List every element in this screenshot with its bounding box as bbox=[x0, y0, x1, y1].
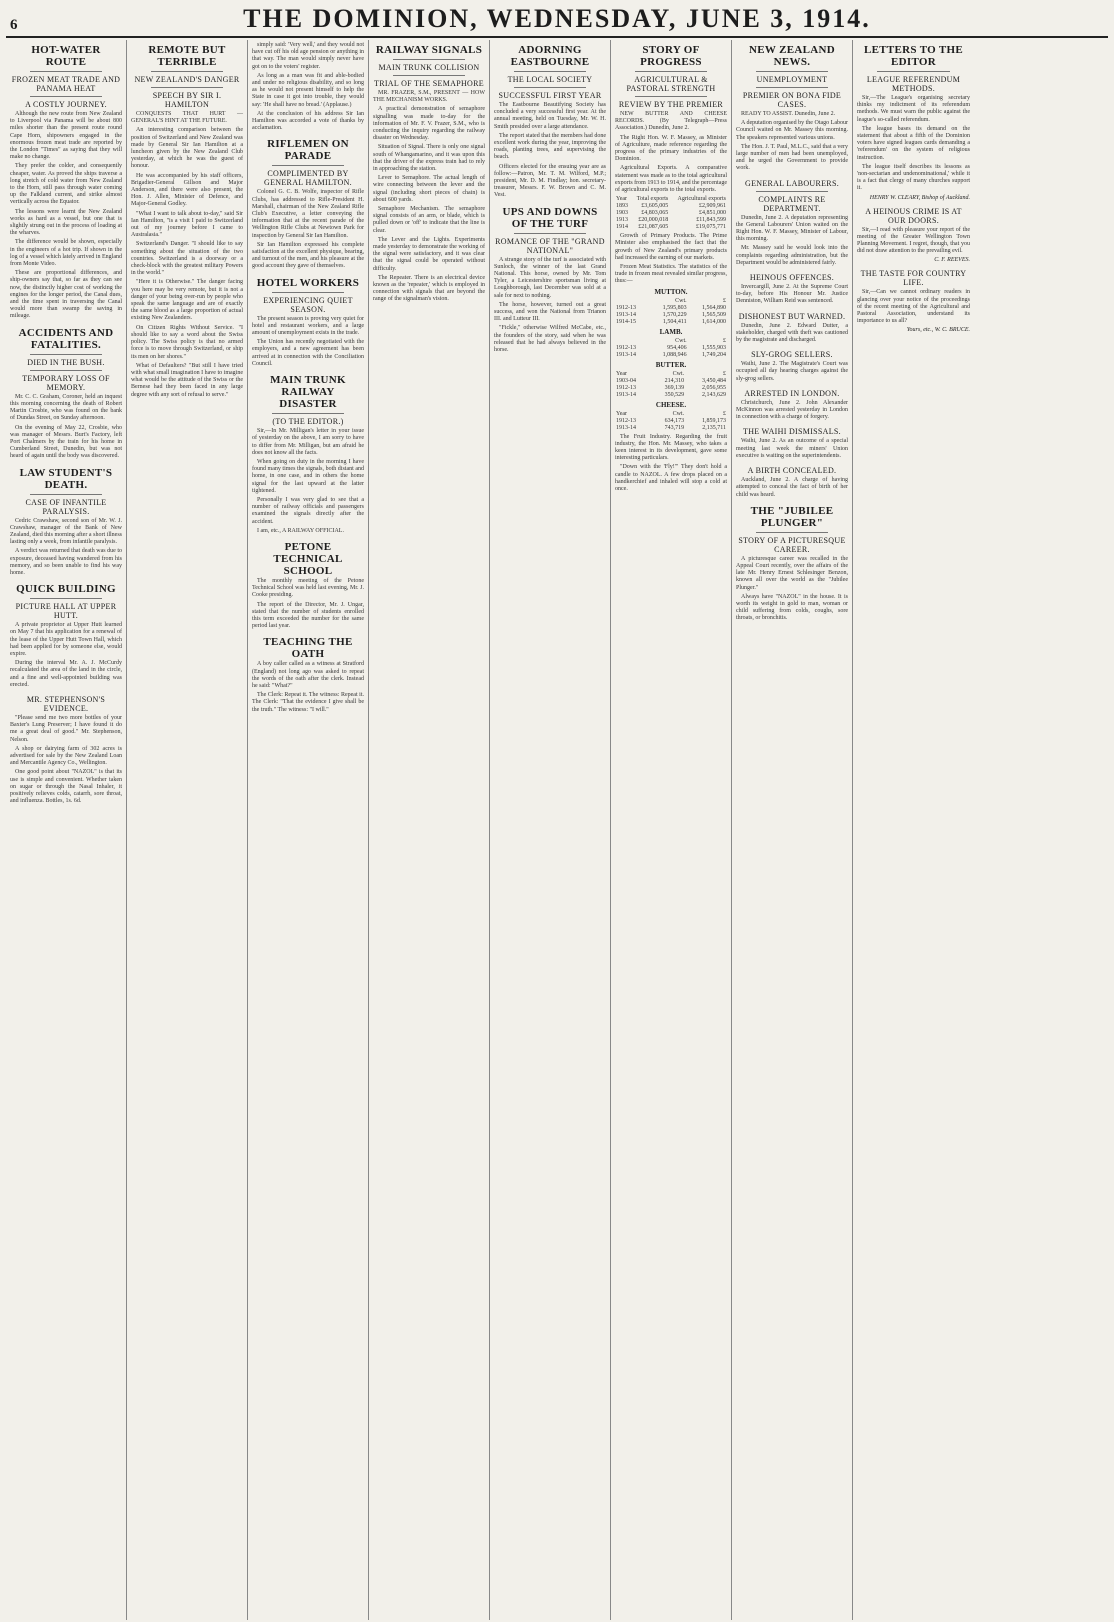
paragraph: "What I want to talk about to-day," said Sir Ian Hamilton, "is a visit I paid to Switzerland out of my journey before I came to Australasia." bbox=[131, 210, 243, 239]
article-subheadline: UNEMPLOYMENT bbox=[756, 75, 828, 84]
article-body bbox=[10, 111, 122, 321]
table-title: CHEESE. bbox=[655, 400, 687, 409]
page-number: 6 bbox=[10, 17, 18, 33]
paragraph: He was accompanied by his staff officers, Brigadier-General Gillson and Major Anderson, and there were also present, the Hon. J. Allen, Minister of Defence, and Major-General Godley. bbox=[131, 172, 243, 208]
paragraph: The Eastbourne Beautifying Society has concluded a very successful first year. At the annual meeting, held on Tuesday, Mr. W. H. Smith presided over a large attendance. bbox=[494, 102, 606, 130]
paragraph: During the interval Mr. A. J. McCurdy recalculated the area of the land in the circle, and a fine and well-appointed building was erected. bbox=[10, 660, 122, 688]
divider bbox=[393, 75, 465, 76]
paragraph: Growth of Primary Products. The Prime Minister also emphasised the fact that the growth of New Zealand's primary products had increased the earning of our markets. bbox=[615, 233, 727, 261]
table-cell: £21,087,605 bbox=[638, 224, 669, 231]
paragraph: I am, etc., A RAILWAY OFFICIAL. bbox=[257, 527, 344, 534]
table-row bbox=[615, 312, 727, 319]
article bbox=[736, 350, 848, 383]
divider bbox=[30, 96, 102, 97]
article-body bbox=[736, 361, 848, 383]
paragraph: The league bases its demand on the statement that about a fifth of the Dominion voters have signed leagues cards demanding a 'referendum' on the system of religious instruction. bbox=[857, 125, 970, 161]
paragraph: The lessons were learnt the New Zealand works as hard as a vessel, but one that is slightly strung out in the process of loading at the wharves. bbox=[10, 208, 122, 237]
paragraph: The Lever and the Lights. Experiments made yesterday to demonstrate the working of the signal were satisfactory, and it was clear that the signal could be operated without difficulty. bbox=[373, 236, 485, 272]
table-header-cell: £ bbox=[723, 410, 726, 417]
article-body bbox=[131, 111, 243, 399]
table-title: BUTTER. bbox=[655, 360, 687, 369]
divider bbox=[514, 71, 586, 72]
paragraph: A picturesque career was recalled in the Appeal Court recently, over the affairs of the late Mr. Henry Ernest Schlesinger Benzon, known all over the world as the "Jubilee Plunger." bbox=[736, 555, 848, 591]
article bbox=[736, 505, 848, 623]
table-row bbox=[615, 203, 727, 210]
article-subheadline: TRIAL OF THE SEMAPHORE bbox=[374, 79, 484, 88]
article bbox=[736, 273, 848, 306]
table-row bbox=[615, 224, 727, 231]
article-subheadline: MR. STEPHENSON'S EVIDENCE. bbox=[26, 694, 106, 713]
paragraph: Situation of Signal. There is only one signal south of Whangamarino, and it was upon this that the driver of the express train had to rely in approaching the station. bbox=[373, 144, 485, 173]
article-subheadline: ROMANCE OF THE "GRAND NATIONAL" bbox=[495, 236, 605, 255]
table-header-cell: Year bbox=[616, 410, 628, 417]
paragraph: These are proportional differences, and ship-owners say that, so far as they can see now, the distinctly higher cost of working the engines for the longer period, the Canal dues, and the time spent in traversing the Canal would more than swamp the saving in mileage. bbox=[10, 270, 122, 320]
article-body bbox=[736, 556, 848, 623]
article-headline: STORY OF PROGRESS bbox=[640, 44, 702, 68]
article-headline: REMOTE BUT TERRIBLE bbox=[148, 44, 226, 68]
table-header-cell: Total exports bbox=[636, 196, 669, 203]
article-subheadline: DIED IN THE BUSH. bbox=[27, 357, 105, 367]
divider bbox=[635, 71, 707, 72]
article-subheadline: SUCCESSFUL FIRST YEAR bbox=[498, 91, 602, 100]
table-header-cell bbox=[615, 298, 648, 305]
paragraph: Auckland, June 2. A charge of having attempted to conceal the fact of birth of her child was heard. bbox=[736, 477, 848, 498]
table-cell: 2,135,711 bbox=[702, 424, 726, 431]
article-body bbox=[252, 428, 364, 535]
divider bbox=[151, 71, 223, 72]
article-subheadline: DISHONEST BUT WARNED. bbox=[738, 311, 846, 321]
table-cell: 1,564,890 bbox=[702, 304, 726, 311]
paragraph: Sir,—In Mr. Milligan's letter in your issue of yesterday on the above, I am sorry to have to differ from Mr. Milligan, but am afraid he does not know all the facts. bbox=[252, 428, 364, 456]
table-row bbox=[615, 345, 727, 352]
article-subheadline: MAIN TRUNK COLLISION bbox=[378, 63, 480, 72]
table-cell: 1893 bbox=[616, 203, 628, 210]
table-header-cell: Cwt. bbox=[675, 337, 687, 344]
divider bbox=[151, 87, 223, 88]
table-cell: 1,565,509 bbox=[702, 311, 726, 318]
article-headline: NEW ZEALAND NEWS. bbox=[749, 44, 835, 68]
table-cell: 350,529 bbox=[664, 391, 685, 398]
paragraph: Cedric Crawshaw, second son of Mr. W. J. Crawshaw, manager of the Bank of New Zealand, died this morning after a short illness lasting only a week, from infantile paralysis. bbox=[10, 517, 122, 546]
newspaper-title: THE DOMINION, WEDNESDAY, JUNE 3, 1914. bbox=[243, 4, 871, 33]
article-body bbox=[736, 438, 848, 460]
paragraph: Mr. C. C. Graham, Coroner, held an inquest this morning concerning the death of Robert Martin Crosbie, who was found on the bank of Dundas Street, on Sunday afternoon. bbox=[10, 393, 122, 422]
column-7 bbox=[732, 40, 853, 1620]
paragraph: A practical demonstration of semaphore signalling was made to-day for the information of Mr. F. V. Frazer, S.M., who is conducting the inquiry regarding the railway disaster on Wednesday. bbox=[373, 106, 485, 142]
paragraph: Invercargill, June 2. At the Supreme Court to-day, before His Honour Mr. Justice Denniston, William Reid was sentenced. bbox=[736, 284, 848, 305]
paragraph: "Here it is Otherwise." The danger facing you here may be very remote, but it is not a danger of your being over-run by people who speak the same language and are of exactly the same blood as a large proportion of actual existing New Zealanders. bbox=[131, 279, 243, 322]
article-subheadline: EXPERIENCING QUIET SEASON. bbox=[263, 295, 353, 314]
divider bbox=[30, 494, 102, 495]
article bbox=[373, 44, 485, 304]
article-subheadline: PREMIER ON BONA FIDE CASES. bbox=[742, 91, 842, 109]
article bbox=[252, 138, 364, 270]
table-cell: 1913 bbox=[616, 217, 628, 224]
paragraph: simply said: 'Very well,' and they would not have cut off his old age pension or anything in that way. The man would simply never have got on to the voters' register. bbox=[252, 42, 364, 70]
table-cell: 1,504,411 bbox=[662, 318, 687, 325]
paragraph: A deputation organised by the Otago Labour Council waited on Mr. Massey this morning. The speakers represented various unions. bbox=[736, 120, 848, 141]
article-body bbox=[10, 622, 122, 689]
article-body bbox=[736, 284, 848, 306]
divider bbox=[272, 292, 344, 293]
table-title: MUTTON. bbox=[654, 287, 688, 296]
paragraph: Waihi, June 2. As an outcome of a special meeting last week the miners' Union executive is waiting on the superintendents. bbox=[736, 438, 848, 459]
paragraph: The report stated that the members had done excellent work during the year, improving the roads, planting trees, and supervising the beach. bbox=[494, 132, 606, 161]
article bbox=[252, 374, 364, 535]
article-subheadline: REVIEW BY THE PREMIER bbox=[618, 100, 724, 109]
table-cell: £4,803,065 bbox=[641, 210, 669, 217]
paragraph: As long as a man was fit and able-bodied and under no religious disability, and so long as he would not present himself to help the State in case it got into trouble, they would say: 'He shall have no bread.' (Applause.) bbox=[252, 72, 364, 108]
paragraph: At the conclusion of his address Sir Ian Hamilton was accorded a vote of thanks by acclamation. bbox=[252, 110, 364, 132]
article-body bbox=[857, 227, 970, 264]
letter-signature: C. F. REEVES. bbox=[934, 257, 970, 264]
paragraph: Colonel G. C. B. Wolfe, inspector of Rifle Clubs, has addressed to Rifle-President H. Marshall, chairman of the New Zealand Rifle Club's Executive, a letter conveying the information that at the recent parade of the Wellington Rifle Clubs at Newtown Park for inspection by General Sir Ian Hamilton. bbox=[252, 189, 364, 239]
article-subheadline: ARRESTED IN LONDON. bbox=[744, 388, 840, 398]
table-cell: 1913-14 bbox=[616, 391, 636, 398]
table-row bbox=[615, 319, 727, 326]
statistics-table bbox=[615, 411, 727, 432]
article-subheadline: COMPLIMENTED BY GENERAL HAMILTON. bbox=[264, 169, 352, 188]
article-body bbox=[252, 316, 364, 368]
article bbox=[252, 277, 364, 368]
divider bbox=[756, 532, 828, 533]
statistics-table bbox=[615, 371, 727, 399]
paragraph: When going on duty in the morning I have found many times the signals, both distant and home, in one case, and in others the home signal for the last upward at the latter tightened. bbox=[252, 458, 364, 494]
article bbox=[10, 695, 122, 805]
table-cell: 1912-13 bbox=[616, 384, 636, 391]
article-subheadline: A COSTLY JOURNEY. bbox=[25, 100, 107, 109]
paragraph: One good point about "NAZOL" is that its use is simple and convenient. Whether taken on sugar or through the Nasal Inhaler, it positively relieves colds, catarrh, sore throat, and influenza. Bottles, 1s. 6d. bbox=[10, 769, 122, 805]
article bbox=[494, 206, 606, 355]
article-subheadline: THE WAIHI DISMISSALS. bbox=[743, 427, 841, 437]
table-row bbox=[615, 217, 727, 224]
article-headline: HOTEL WORKERS bbox=[256, 276, 360, 289]
table-cell: 369,139 bbox=[664, 384, 685, 391]
divider bbox=[756, 87, 828, 88]
article bbox=[10, 327, 122, 461]
table-cell: 3,450,484 bbox=[702, 377, 726, 384]
columns-container bbox=[6, 40, 1108, 1620]
statistics-table bbox=[615, 338, 727, 359]
table-cell: 634,173 bbox=[664, 417, 685, 424]
table-row bbox=[615, 392, 727, 399]
article-body bbox=[736, 400, 848, 422]
divider bbox=[877, 71, 950, 72]
article bbox=[252, 42, 364, 132]
table-header-cell: £ bbox=[723, 297, 726, 304]
table-row bbox=[615, 305, 727, 312]
table-cell: £19,075,771 bbox=[696, 224, 726, 231]
paragraph: The report of the Director, Mr. J. Ungar, stated that the number of students enrolled this term exceeded the number for the same period last year. bbox=[252, 601, 364, 630]
paragraph: The league itself describes its lessons as 'non-sectarian and undenominational,' while it is a fact that clergy of many churches support it. bbox=[857, 163, 970, 192]
table-cell: £3,605,005 bbox=[641, 203, 669, 210]
article-body bbox=[252, 189, 364, 270]
article-subheadline: SLY-GROG SELLERS. bbox=[751, 350, 833, 360]
article-body bbox=[252, 42, 364, 132]
paragraph: Mr. Massey said he would look into the complaints regarding administration, but the Department would be administered fairly. bbox=[736, 245, 848, 266]
statistics-table bbox=[615, 196, 727, 231]
paragraph: MR. FRAZER, S.M., PRESENT — HOW THE MECHANISM WORKS. bbox=[373, 90, 485, 104]
paragraph: CONQUESTS THAT HURT — GENERAL'S HINT AT THE FUTURE. bbox=[131, 111, 243, 125]
article-body bbox=[857, 289, 970, 333]
letter-signature: HENRY W. CLEARY, Bishop of Auckland. bbox=[869, 194, 970, 201]
paragraph: The Right Hon. W. F. Massey, as Minister of Agriculture, made reference regarding the progress of the primary industries of the Dominion. bbox=[615, 134, 727, 163]
paragraph: What of Defaulters? "But still I have tried with what small imagination I have to imagine what would be the attitude of the Swiss or the Bernese had they been faced in any large degree with any sort of refusal to serve." bbox=[131, 362, 243, 398]
column-5 bbox=[490, 40, 611, 1620]
table-row bbox=[615, 210, 727, 217]
article bbox=[10, 583, 122, 689]
article-subheadline: FROZEN MEAT TRADE AND PANAMA HEAT bbox=[11, 75, 121, 93]
table-cell: 1912-13 bbox=[616, 344, 636, 351]
table-cell: 2,143,629 bbox=[702, 391, 726, 398]
divider bbox=[514, 233, 586, 234]
table-cell: 1903 bbox=[616, 210, 628, 217]
table-header-cell: £ bbox=[723, 337, 726, 344]
divider bbox=[635, 96, 707, 97]
column-8 bbox=[853, 40, 974, 1620]
table-cell: 1,595,803 bbox=[662, 304, 687, 311]
article bbox=[736, 427, 848, 460]
table-cell: 1,570,229 bbox=[662, 311, 687, 318]
article-subheadline: NEW ZEALAND'S DANGER bbox=[134, 75, 240, 84]
article-subheadline: CASE OF INFANTILE PARALYSIS. bbox=[25, 497, 107, 516]
table-cell: 1914 bbox=[616, 224, 628, 231]
paragraph: Switzerland's Danger. "I should like to say something about the situation of the two countries. Switzerland is a doorway or a check-block with the greatest military Powers in the world." bbox=[131, 241, 243, 277]
article-body bbox=[10, 518, 122, 578]
paragraph: "Fickle," otherwise Wilfred McCabe, etc., the founders of the story, said when he was released that he had always believed in the horse. bbox=[494, 325, 606, 354]
table-cell: 1,614,000 bbox=[702, 318, 726, 325]
article-subheadline: STORY OF A PICTURESQUE CAREER. bbox=[738, 535, 846, 554]
table-header-cell bbox=[615, 338, 648, 345]
paragraph: An interesting comparison between the position of Switzerland and New Zealand was made by General Sir Ian Hamilton at a luncheon given by the New Zealand Club yesterday, at which he was the guest of honour. bbox=[131, 127, 243, 170]
table-cell: 1914-15 bbox=[616, 318, 636, 325]
letter-signature: Yours, etc., W. C. BRUCE. bbox=[906, 327, 970, 334]
table-title: LAMB. bbox=[659, 327, 683, 336]
table-cell: 1913-14 bbox=[616, 351, 636, 358]
article bbox=[857, 269, 970, 333]
divider bbox=[272, 413, 344, 414]
article bbox=[10, 467, 122, 578]
paragraph: The Fruit Industry. Regarding the fruit industry, the Hon. Mr. Massey, who takes a keen interest in its development, gave some interesting particulars. bbox=[615, 433, 727, 462]
article-headline: UPS AND DOWNS OF THE TURF bbox=[502, 205, 598, 230]
article bbox=[10, 44, 122, 321]
article bbox=[252, 636, 364, 713]
table-cell: 954,406 bbox=[667, 344, 687, 351]
paragraph: Agricultural Exports. A comparative statement was made as to the total agricultural exports from 1913 to 1914, and the percentage of agricultural exports to the total exports. bbox=[615, 165, 727, 194]
article bbox=[857, 207, 970, 264]
divider bbox=[756, 191, 828, 192]
paragraph: They prefer the colder, and consequently cheaper, water. As proved the ships traverse a long stretch of cold water from New Zealand to the Horn, still pass through water coming up the Falkland current, and strike almost vertically across the Equator. bbox=[10, 163, 122, 206]
table-cell: 1913-14 bbox=[616, 311, 636, 318]
paragraph: Sir,—Can we cannot ordinary readers in glancing over your notice of the proceedings of the recent meeting of the Agricultural and Pastoral Association, understand its importance to us all? bbox=[857, 289, 970, 325]
article-body bbox=[736, 215, 848, 267]
paragraph: Always have "NAZOL" in the house. It is worth its weight in gold to man, woman or child suffering from colds, coughs, sore throats, or bronchitis. bbox=[736, 593, 848, 622]
article bbox=[736, 179, 848, 267]
table-header-cell: Year bbox=[616, 196, 628, 203]
paragraph: Sir,—The League's organising secretary thinks my indictment of its referendum methods. We must warn the public against the league's so-called referendum. bbox=[857, 95, 970, 123]
column-2 bbox=[127, 40, 248, 1620]
table-cell: 214,310 bbox=[664, 377, 685, 384]
paragraph: On Citizen Rights Without Service. "I should like to say a word about the Swiss policy. The Swiss policy is that no armed force is to move through Switzerland, or ship its men on her shores." bbox=[131, 324, 243, 360]
paragraph: Personally I was very glad to see that a number of railway officials and passengers examined the signals directly after the accident. bbox=[252, 496, 364, 525]
paragraph: On the evening of May 22, Crosbie, who was manager of Messrs. Burt's Factory, left Port Chalmers by the train for his home in Cumberland Street, Dunedin, but was not heard of again until the body was discovered. bbox=[10, 424, 122, 460]
article-body bbox=[736, 323, 848, 345]
paragraph: READY TO ASSIST. Dunedin, June 2. bbox=[741, 111, 836, 117]
article-subheadline: AGRICULTURAL & PASTORAL STRENGTH bbox=[626, 75, 716, 93]
paragraph: The difference would be shown, especially in the engineers of a hot trip. If shown in the log of a vessel which lately arrived in England from Monte Video. bbox=[10, 239, 122, 268]
paragraph: Although the new route from New Zealand to Liverpool via Panama will be about 800 miles shorter than the present route round Cape Horn, shipowners engaged in the enormous frozen meat trade are reported by the London "Times" as saying that they will make no change. bbox=[10, 111, 122, 161]
paragraph: Semaphore Mechanism. The semaphore signal consists of an arm, or blade, which is pulled down or 'off' to indicate that the line is clear. bbox=[373, 206, 485, 234]
table-cell: £11,843,599 bbox=[696, 217, 726, 224]
table-row bbox=[615, 352, 727, 359]
table-cell: £4,851,000 bbox=[699, 210, 726, 217]
article-body bbox=[494, 257, 606, 355]
article-body bbox=[252, 578, 364, 630]
article-headline: ACCIDENTS AND FATALITIES. bbox=[18, 326, 114, 351]
column-6 bbox=[611, 40, 732, 1620]
table-header-cell: Year bbox=[616, 370, 628, 377]
table-cell: 1,555,903 bbox=[702, 344, 726, 351]
table-cell: £2,909,961 bbox=[699, 203, 726, 210]
table-cell: 1912-13 bbox=[616, 304, 636, 311]
paragraph: Dunedin, June 2. Edward Dutter, a stakeholder, charged with theft was cautioned by the magistrate and discharged. bbox=[736, 322, 848, 344]
divider bbox=[30, 598, 102, 599]
article bbox=[736, 389, 848, 422]
article-subheadline: THE LOCAL SOCIETY bbox=[507, 75, 593, 84]
divider bbox=[393, 59, 465, 60]
paragraph: The Union has recently negotiated with the employers, and a new agreement has been arrived at in connection with the Conciliation Council. bbox=[252, 339, 364, 367]
paragraph: The Clerk: Repeat it. The witness: Repeat it. The Clerk: "That the evidence I give shall be the truth." The witness: "I will." bbox=[252, 692, 364, 713]
paragraph: A private proprietor at Upper Hutt learned on May 7 that his application for a renewal of the lease of the Upper Hutt Town Hall, which had been applied for by someone else, would expire. bbox=[10, 622, 122, 657]
article-headline: RIFLEMEN ON PARADE bbox=[267, 138, 349, 163]
paragraph: The monthly meeting of the Petone Technical School was held last evening, Mr. J. Cooke presiding. bbox=[252, 577, 364, 599]
article-subheadline: HEINOUS OFFENCES. bbox=[749, 273, 835, 283]
table-cell: 743,719 bbox=[664, 424, 685, 431]
article-body bbox=[10, 394, 122, 461]
paragraph: NEW BUTTER AND CHEESE RECORDS. (By Telegraph—Press Association.) Dunedin, June 2. bbox=[615, 111, 727, 132]
table-row bbox=[615, 418, 727, 425]
article-subheadline: GENERAL LABOURERS. bbox=[745, 178, 839, 188]
masthead bbox=[6, 6, 1108, 38]
paragraph: Sir,—I read with pleasure your report of the meeting of the Greater Wellington Town Planning Movement. I regret, though, that you did not draw attention to the prevailing evil. bbox=[857, 226, 970, 255]
table-cell: 1,749,204 bbox=[702, 351, 726, 358]
table-header-cell: £ bbox=[723, 370, 726, 377]
paragraph: Christchurch, June 2. John Alexander McKinnon was arrested yesterday in London in connection with a charge of forgery. bbox=[736, 399, 848, 421]
article bbox=[736, 466, 848, 499]
paragraph: A verdict was returned that death was due to exposure, deceased having wandered from his memory, and so been unable to find his way home. bbox=[10, 548, 122, 576]
article-subheadline: LEAGUE REFERENDUM METHODS. bbox=[866, 75, 961, 93]
paragraph: The Repeater. There is an electrical device known as the 'repeater,' which is employed in connection with signals that are beyond the range of the signalman's vision. bbox=[373, 274, 485, 303]
table-row bbox=[615, 425, 727, 432]
paragraph: A shop or dairying farm of 302 acres is advertised for sale by the New Zealand Loan and Mercantile Agency Co., Wellington. bbox=[10, 745, 122, 767]
column-3 bbox=[248, 40, 369, 1620]
article bbox=[252, 541, 364, 630]
paragraph: Sir Ian Hamilton expressed his complete satisfaction at the excellent physique, bearing, and turnout of the men, and his pleasure at the good account they gave of themselves. bbox=[252, 241, 364, 270]
article-body bbox=[252, 661, 364, 713]
article bbox=[131, 44, 243, 399]
article-headline: PETONE TECHNICAL SCHOOL bbox=[273, 540, 343, 577]
article-body bbox=[373, 90, 485, 304]
article-headline: LAW STUDENT'S DEATH. bbox=[19, 466, 113, 491]
article-subheadline: A BIRTH CONCEALED. bbox=[747, 466, 837, 476]
article-body bbox=[736, 111, 848, 173]
article-headline: HOT-WATER ROUTE bbox=[31, 44, 101, 68]
article-headline: MAIN TRUNK RAILWAY DISASTER bbox=[270, 374, 346, 411]
divider bbox=[272, 165, 344, 166]
article-headline: QUICK BUILDING bbox=[16, 583, 116, 596]
article-subheadline: SPEECH BY SIR I. HAMILTON bbox=[152, 91, 222, 109]
article-subheadline: (TO THE EDITOR.) bbox=[272, 417, 344, 427]
table-cell: 2,056,955 bbox=[702, 384, 726, 391]
divider bbox=[756, 71, 828, 72]
article bbox=[736, 312, 848, 345]
table-header-cell: Cwt. bbox=[675, 297, 687, 304]
article-subheadline: A HEINOUS CRIME IS AT OUR DOORS. bbox=[865, 206, 962, 225]
article bbox=[857, 44, 970, 201]
paragraph: The horse, however, turned out a great success, and won the National from Trianon III. and Lutteur III. bbox=[494, 301, 606, 323]
article-subheadline: COMPLAINTS RE DEPARTMENT. bbox=[758, 194, 826, 213]
divider bbox=[514, 87, 586, 88]
table-cell: 1912-13 bbox=[616, 417, 636, 424]
divider bbox=[30, 354, 102, 355]
table-header-cell: Cwt. bbox=[672, 370, 685, 377]
paragraph: The present season is proving very quiet for hotel and restaurant workers, and a large amount of unemployment exists in the trade. bbox=[252, 315, 364, 337]
article-headline: TEACHING THE OATH bbox=[263, 636, 353, 661]
column-1 bbox=[6, 40, 127, 1620]
table-cell: £20,000,018 bbox=[638, 217, 669, 224]
paragraph: A boy caller called as a witness at Stratford (England) not long ago was asked to repeat the words of the oath after the clerk. Instead he said: "What?" bbox=[252, 661, 364, 689]
table-header-cell: Cwt. bbox=[672, 410, 685, 417]
article-body bbox=[10, 715, 122, 805]
divider bbox=[30, 370, 102, 371]
article-headline: THE "JUBILEE PLUNGER" bbox=[750, 504, 834, 529]
article bbox=[494, 44, 606, 200]
paragraph: Officers elected for the ensuing year are as follow:—Patron, Mr. T. M. Wilford, M.P.; president, Mr. D. M. Findlay; hon. secretary-treasurer, Messrs. F. W. Brown and C. M. Vest. bbox=[494, 163, 606, 199]
column-4 bbox=[369, 40, 490, 1620]
paragraph: "Down with the 'Fly!'" They don't hold a candle to NAZOL. A few drops placed on a handkerchief and inhaled will stop a cold at once. bbox=[615, 464, 727, 493]
table-cell: 1,859,173 bbox=[702, 417, 726, 424]
divider bbox=[30, 71, 102, 72]
article-body bbox=[494, 102, 606, 200]
paragraph: Dunedin, June 2. A deputation representing the General Labourers' Union waited on the Right Hon. W. F. Massey, Minister of Labour, this morning. bbox=[736, 214, 848, 243]
article bbox=[736, 44, 848, 173]
article-headline: ADORNING EASTBOURNE bbox=[510, 44, 590, 68]
paragraph: The Hon. J. T. Paul, M.L.C., said that a very large number of men had been unemployed, and he urged the Government to provide work. bbox=[736, 143, 848, 172]
paragraph: "Please send me two more bottles of your Baxter's Lung Preserver; I have found it do me a great deal of good." Mr. Stephenson, Nelson. bbox=[10, 714, 122, 743]
article-subheadline: PICTURE HALL AT UPPER HUTT. bbox=[15, 602, 117, 621]
article bbox=[615, 44, 727, 493]
paragraph: Lever to Semaphore. The actual length of wire connecting between the lever and the signal (including short pieces of chain) is about 600 yards. bbox=[373, 175, 485, 203]
article-headline: RAILWAY SIGNALS bbox=[375, 44, 483, 56]
table-header-cell: Agricultural exports bbox=[677, 196, 726, 203]
table-cell: 1913-14 bbox=[616, 424, 636, 431]
table-row bbox=[615, 385, 727, 392]
article-body bbox=[736, 477, 848, 499]
statistics-table bbox=[615, 298, 727, 326]
article-headline: LETTERS TO THE EDITOR bbox=[864, 44, 963, 68]
article-subheadline: TEMPORARY LOSS OF MEMORY. bbox=[22, 373, 110, 392]
paragraph: Waihi, June 2. The Magistrate's Court was occupied all day hearing charges against the sly-grog sellers. bbox=[736, 361, 848, 382]
table-cell: 1,088,946 bbox=[662, 351, 687, 358]
table-cell: 1903-04 bbox=[616, 377, 636, 384]
paragraph: A strange story of the turf is associated with Sunloch, the winner of the last Grand National. This horse, owned by Mr. Tom Tyler, a Leicestershire sportsman living at Loughborough, last December was sold at a sale for next to nothing. bbox=[494, 256, 606, 299]
paragraph: Frozen Meat Statistics. The statistics of the trade in frozen meat revealed similar progress, thus:— bbox=[615, 264, 727, 285]
article-body bbox=[615, 111, 727, 493]
article-subheadline: THE TASTE FOR COUNTRY LIFE. bbox=[860, 269, 967, 288]
table-row bbox=[615, 378, 727, 385]
article-body bbox=[857, 95, 970, 201]
